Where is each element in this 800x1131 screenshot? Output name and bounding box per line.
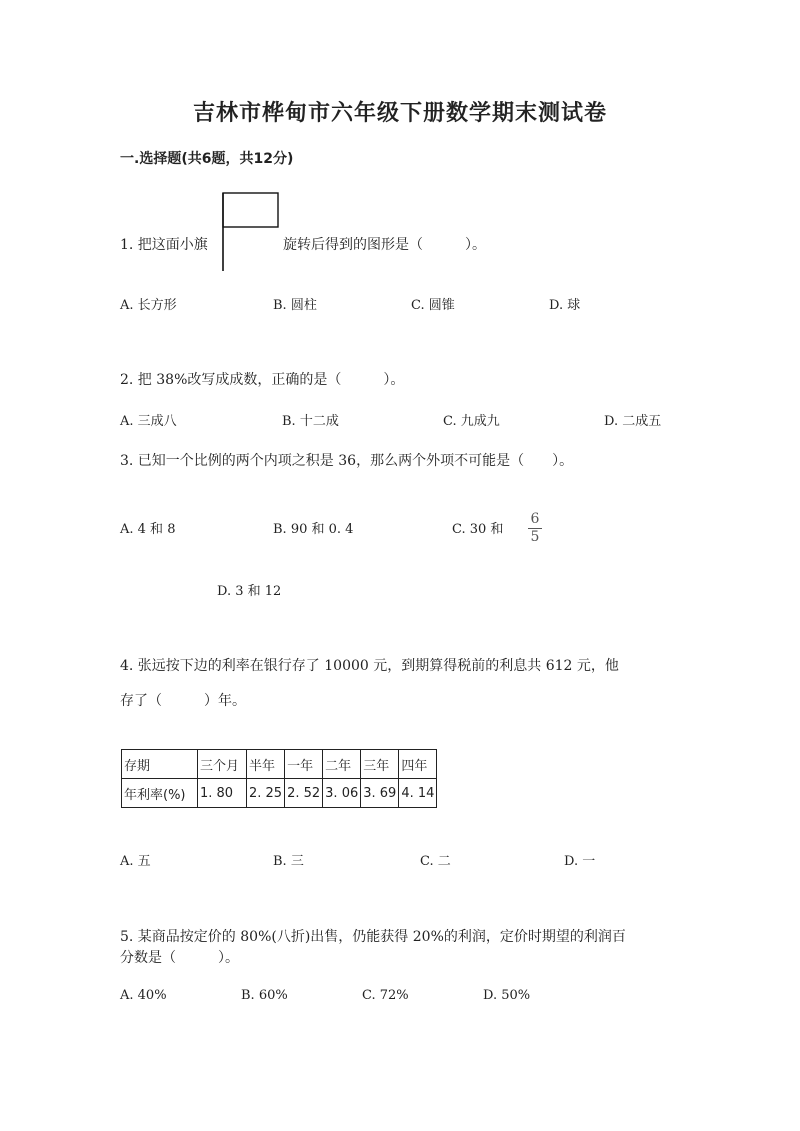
question-4-line-2: 存了（ ）年。	[120, 693, 246, 709]
question-1-text-after: 旋转后得到的图形是（ ）。	[283, 237, 486, 253]
table-row	[122, 779, 437, 808]
q4-option-b[interactable]: B. 三	[273, 854, 304, 869]
question-4-line-1: 4. 张远按下边的利率在银行存了 10000 元，到期算得税前的利息共 612 元，他	[120, 658, 619, 674]
table-cell: 四年	[399, 750, 437, 779]
fraction-numerator: 6	[530, 511, 540, 527]
table-row	[122, 750, 437, 779]
page-title: 吉林市桦甸市六年级下册数学期末测试卷	[192, 101, 607, 126]
question-3-text: 3. 已知一个比例的两个内项之积是 36，那么两个外项不可能是（ ）。	[120, 453, 574, 469]
table-cell: 3. 06	[323, 779, 361, 808]
q5-option-b[interactable]: B. 60%	[241, 988, 288, 1003]
q2-option-c[interactable]: C. 九成九	[443, 414, 500, 429]
q2-option-d[interactable]: D. 二成五	[604, 414, 662, 429]
flag-icon	[220, 192, 280, 272]
q1-option-c[interactable]: C. 圆锥	[411, 298, 455, 313]
q1-option-b[interactable]: B. 圆柱	[273, 298, 317, 313]
q1-option-d[interactable]: D. 球	[549, 298, 581, 313]
q3-option-c[interactable]: C. 30 和	[452, 522, 504, 537]
table-cell: 1. 80	[198, 779, 247, 808]
interest-rate-table	[121, 749, 437, 808]
table-cell: 4. 14	[399, 779, 437, 808]
question-2-text: 2. 把 38%改写成成数，正确的是（ ）。	[120, 372, 405, 388]
table-cell: 存期	[122, 750, 198, 779]
q5-option-c[interactable]: C. 72%	[362, 988, 409, 1003]
q4-option-c[interactable]: C. 二	[420, 854, 451, 869]
table-cell: 2. 52	[285, 779, 323, 808]
q3-option-d[interactable]: D. 3 和 12	[217, 584, 282, 599]
table-cell: 一年	[285, 750, 323, 779]
question-5-line-1: 5. 某商品按定价的 80%(八折)出售，仍能获得 20%的利润，定价时期望的利润百	[120, 929, 626, 945]
table-cell: 半年	[247, 750, 285, 779]
q5-option-d[interactable]: D. 50%	[483, 988, 531, 1003]
table-cell: 年利率(%)	[122, 779, 198, 808]
q2-option-a[interactable]: A. 三成八	[120, 414, 177, 429]
q4-option-d[interactable]: D. 一	[564, 854, 596, 869]
question-5-line-2: 分数是（ ）。	[120, 950, 239, 966]
q1-option-a[interactable]: A. 长方形	[120, 298, 177, 313]
table-cell: 三年	[361, 750, 399, 779]
table-cell: 三个月	[198, 750, 247, 779]
q5-option-a[interactable]: A. 40%	[120, 988, 167, 1003]
question-1-text-before: 1. 把这面小旗	[120, 237, 208, 253]
q4-option-a[interactable]: A. 五	[120, 854, 151, 869]
q2-option-b[interactable]: B. 十二成	[282, 414, 339, 429]
fraction-denominator: 5	[530, 529, 540, 545]
section-heading: 一.选择题(共6题，共12分)	[120, 151, 294, 167]
q3-option-a[interactable]: A. 4 和 8	[120, 522, 176, 537]
table-cell: 2. 25	[247, 779, 285, 808]
q3-option-b[interactable]: B. 90 和 0. 4	[273, 522, 354, 537]
table-cell: 二年	[323, 750, 361, 779]
fraction-six-fifths	[526, 512, 544, 545]
table-cell: 3. 69	[361, 779, 399, 808]
